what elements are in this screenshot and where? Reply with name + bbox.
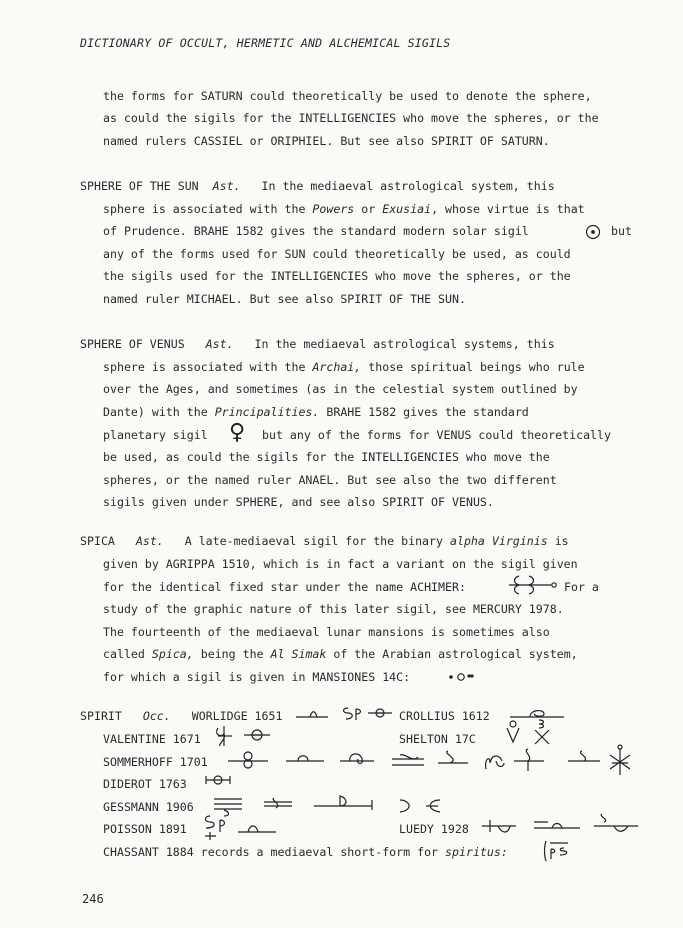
entry-sphere-of-the-sun [80,179,555,193]
source-diderot: DIDEROT 1763 [103,777,187,791]
sun-line-3 [103,224,529,238]
spica-line-7: for which a sigil is given in MANSIONES 14C: [103,670,411,684]
entry-spirit [80,709,282,723]
chassant-sigil-icon [542,837,572,863]
source-poisson: POISSON 1891 [103,822,187,836]
entry-tag: Ast. [205,337,234,351]
entry-spica [80,534,569,548]
text: of Prudence. BRAHE 1582 gives the standard modern solar sigil [103,224,529,238]
diderot-sigil-icon [204,772,232,788]
italic-term: spiritus: [445,845,508,859]
sun-line-6: named ruler MICHAEL. But see also SPIRIT OF THE SUN. [103,292,466,306]
entry-headword: SPIRIT [80,709,122,723]
source-worlidge: WORLIDGE 1651 [191,709,283,723]
achimer-sigil-icon [505,574,557,596]
sommerhoff-sigils-icon [228,741,648,777]
luedy-sigils-icon [482,812,642,834]
spirit-chassant-line [103,845,508,859]
italic-term: Al Simak [270,647,327,661]
entry-tag: Ast. [212,179,241,193]
text: CHASSANT 1884 records a mediaeval short-form for [103,845,446,859]
running-header: DICTIONARY OF OCCULT, HERMETIC AND ALCHEMICAL SIGILS [80,36,451,50]
italic-term: Powers [312,202,355,216]
venus-line-4 [103,405,529,419]
worlidge-sigils-icon [296,704,394,722]
source-gessmann: GESSMANN 1906 [103,800,194,814]
text: , whose virtue is that [431,202,585,216]
entry-text: In the mediaeval astrological systems, this [254,337,555,351]
text: BRAHE 1582 gives the standard [319,405,529,419]
venus-sigil-icon: ♀ [229,420,246,445]
saturn-line-2: as could the sigils for the INTELLIGENCIES who move the spheres, or the [103,111,599,125]
venus-line-7: spheres, or the named ruler ANAEL. But see also the two different [103,473,557,487]
entry-text: In the mediaeval astrological system, this [261,179,555,193]
venus-line-8: sigils given under SPHERE, and see also SPIRIT OF VENUS. [103,495,494,509]
text: called [103,647,152,661]
entry-tag: Ast. [135,534,164,548]
mansion-sigil-icon [448,671,474,683]
entry-tag: Occ. [142,709,171,723]
sun-line-5: the sigils used for the INTELLIGENCIES who move the spheres, or the [103,269,571,283]
source-shelton: SHELTON 17C [399,732,476,746]
page-number: 246 [82,892,104,906]
source-luedy: LUEDY 1928 [399,822,469,836]
spica-line-6 [103,647,578,661]
italic-term: Principalities. [214,405,320,419]
entry-sphere-of-venus [80,337,555,351]
saturn-line-1: the forms for SATURN could theoretically be used to denote the sphere, [103,89,592,103]
sun-line-2 [103,202,585,216]
entry-headword: SPHERE OF VENUS [80,337,185,351]
text: of the Arabian astrological system, [326,647,578,661]
venus-line-3: over the Ages, and sometimes (as in the celestial system outlined by [103,382,578,396]
spica-line-5: The fourteenth of the mediaeval lunar mansions is sometimes also [103,625,550,639]
text: sphere is associated with the [103,360,313,374]
venus-line-2 [103,360,585,374]
entry-headword: SPHERE OF THE SUN [80,179,199,193]
spica-line-3: for the identical fixed star under the name ACHIMER: [103,580,466,594]
venus-line-6: be used, as could the sigils for the INTELLIGENCIES who move the [103,450,550,464]
text: or [354,202,383,216]
italic-term: Archai, [312,360,362,374]
text: is [547,534,569,548]
source-crollius: CROLLIUS 1612 [399,709,490,723]
saturn-line-3: named rulers CASSIEL or ORIPHIEL. But see also SPIRIT OF SATURN. [103,134,550,148]
text: A late-mediaeval sigil for the binary [184,534,450,548]
text: Dante) with the [103,405,215,419]
venus-line-5a: planetary sigil [103,428,208,442]
text: being the [193,647,271,661]
source-valentine: VALENTINE 1671 [103,732,201,746]
venus-line-5b: but any of the forms for VENUS could theoretically [262,428,612,442]
sun-line-4: any of the forms used for SUN could theoretically be used, as could [103,247,571,261]
sun-line-3-end: but [611,224,632,238]
entry-headword: SPICA [80,534,115,548]
spica-line-3-end: For a [564,580,599,594]
poisson-sigils-icon [202,814,278,840]
text: sphere is associated with the [103,202,313,216]
solar-sigil-icon [585,224,601,240]
italic-term: Spica, [151,647,194,661]
italic-term: Exusiai [382,202,432,216]
italic-term: alpha Virginis [449,534,548,548]
spica-line-2: given by AGRIPPA 1510, which is in fact a variant on the sigil given [103,557,578,571]
spica-line-4: study of the graphic nature of this later sigil, see MERCURY 1978. [103,602,564,616]
text: those spiritual beings who rule [361,360,585,374]
source-sommerhoff: SOMMERHOFF 1701 [103,755,208,769]
